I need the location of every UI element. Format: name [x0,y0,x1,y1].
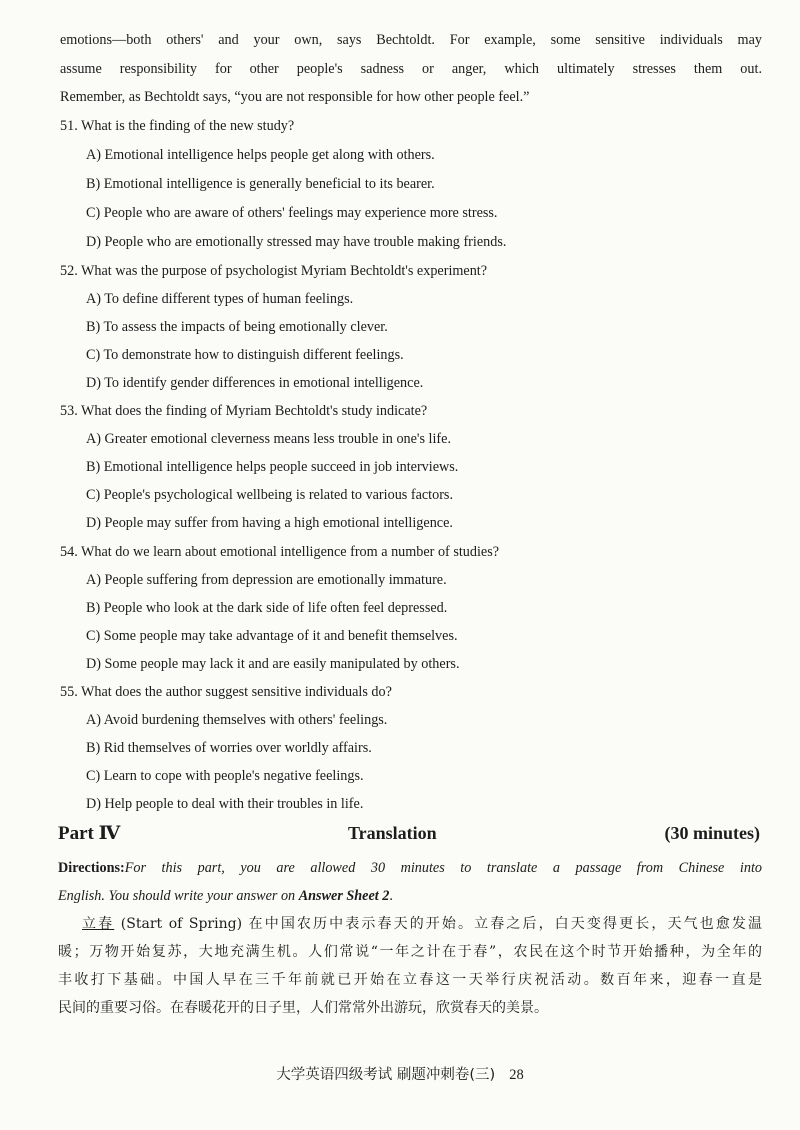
option-54-b[interactable]: B) People who look at the dark side of life often feel depressed. [86,600,448,616]
passage-line: emotions—both others' and your own, says Bechtoldt. For example, some sensitive individuals may [60,32,762,48]
option-53-a[interactable]: A) Greater emotional cleverness means less trouble in one's life. [86,431,452,447]
translation-text: (Start of Spring) 在中国农历中表示春天的开始。立春之后，白天变得更长，天气也愈发温 [114,916,763,932]
option-54-c[interactable]: C) Some people may take advantage of it and benefit themselves. [86,628,458,644]
option-52-d[interactable]: D) To identify gender differences in emotional intelligence. [86,375,424,391]
passage-line: Remember, as Bechtoldt says, “you are not responsible for how other people feel.” [60,89,530,105]
footer-title: 大学英语四级考试 刷题冲刺卷(三) [276,1067,496,1083]
question-stem-51: 51. What is the finding of the new study? [60,118,295,134]
directions-line-2 [58,886,762,906]
option-55-d[interactable]: D) Help people to deal with their troubles in life. [86,796,364,812]
option-54-d[interactable]: D) Some people may lack it and are easily manipulated by others. [86,656,460,672]
translation-line [82,914,762,934]
option-55-c[interactable]: C) Learn to cope with people's negative feelings. [86,768,364,784]
directions-end: . [389,888,393,904]
option-52-a[interactable]: A) To define different types of human feelings. [86,291,354,307]
directions-line-1 [58,858,762,878]
translation-line: 民间的重要习俗。在春暖花开的日子里，人们常常外出游玩，欣赏春天的美景。 [58,1000,548,1016]
page-footer [0,1063,800,1084]
directions-text: For this part, you are allowed 30 minutes to translate a passage from Chinese into [124,860,762,876]
page-number: 28 [509,1067,524,1083]
option-55-a[interactable]: A) Avoid burdening themselves with others' feelings. [86,712,388,728]
question-stem-53: 53. What does the finding of Myriam Bechtoldt's study indicate? [60,403,428,419]
option-51-c[interactable]: C) People who are aware of others' feelings may experience more stress. [86,205,498,221]
option-52-c[interactable]: C) To demonstrate how to distinguish different feelings. [86,347,404,363]
part-time: (30 minutes) [664,823,760,843]
option-54-a[interactable]: A) People suffering from depression are emotionally immature. [86,572,447,588]
question-stem-52: 52. What was the purpose of psychologist Myriam Bechtoldt's experiment? [60,263,488,279]
question-stem-54: 54. What do we learn about emotional intelligence from a number of studies? [60,544,500,560]
translation-term: 立春 [82,916,115,932]
passage-line: assume responsibility for other people's sadness or anger, which ultimately stresses them out. [60,61,762,77]
directions-text: English. You should write your answer on [58,888,299,904]
option-55-b[interactable]: B) Rid themselves of worries over worldly affairs. [86,740,372,756]
option-53-b[interactable]: B) Emotional intelligence helps people succeed in job interviews. [86,459,459,475]
question-stem-55: 55. What does the author suggest sensitive individuals do? [60,684,392,700]
option-51-d[interactable]: D) People who are emotionally stressed may have trouble making friends. [86,234,507,250]
option-51-b[interactable]: B) Emotional intelligence is generally beneficial to its bearer. [86,176,435,192]
part-label: Part Ⅳ [58,823,121,844]
translation-line: 暖；万物开始复苏，大地充满生机。人们常说“一年之计在于春”，农民在这个时节开始播种，为全年的 [58,944,762,960]
option-52-b[interactable]: B) To assess the impacts of being emotionally clever. [86,319,388,335]
option-53-d[interactable]: D) People may suffer from having a high emotional intelligence. [86,515,453,531]
directions-label: Directions: [58,860,125,876]
part-title: Translation [348,823,437,843]
translation-line: 丰收打下基础。中国人早在三千年前就已开始在立春这一天举行庆祝活动。数百年来，迎春一直是 [58,972,762,988]
part-header [58,822,760,848]
option-51-a[interactable]: A) Emotional intelligence helps people get along with others. [86,147,435,163]
answer-sheet-label: Answer Sheet 2 [298,888,390,904]
option-53-c[interactable]: C) People's psychological wellbeing is related to various factors. [86,487,454,503]
